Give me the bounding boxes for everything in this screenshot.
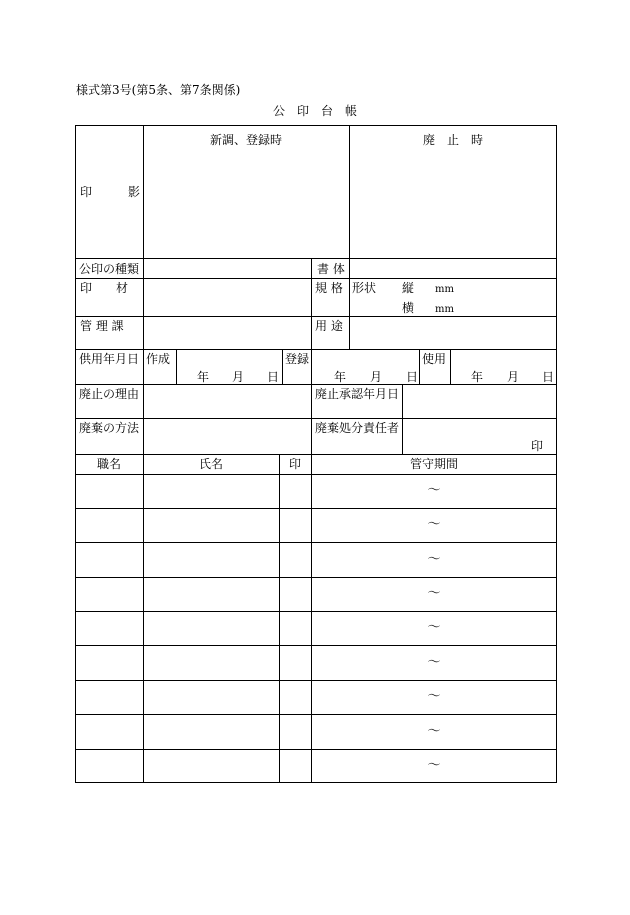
grid-line — [349, 258, 350, 349]
department-label: 管 理 課 — [80, 319, 124, 333]
length-unit: mm — [435, 284, 454, 295]
used-label: 使用 — [422, 352, 447, 366]
grid-line — [311, 258, 312, 349]
page-title: 公 印 台 帳 — [272, 104, 357, 118]
column-header-title: 職名 — [96, 457, 121, 471]
grid-line — [75, 384, 557, 385]
table-row: ～ — [427, 655, 441, 670]
spec-label: 規 格 — [315, 281, 343, 295]
grid-line — [75, 577, 557, 578]
registered-year: 年 — [334, 370, 347, 384]
grid-line — [75, 645, 557, 646]
disposal-method-label: 廃棄の方法 — [79, 421, 140, 435]
used-year: 年 — [471, 370, 484, 384]
column-header-name: 氏名 — [198, 457, 223, 471]
registered-day: 日 — [406, 370, 419, 384]
table-row: ～ — [427, 483, 441, 498]
new-registration-header: 新調、登録時 — [209, 133, 282, 147]
grid-line — [75, 611, 557, 612]
created-year: 年 — [197, 370, 210, 384]
grid-line — [75, 680, 557, 681]
grid-line — [75, 714, 557, 715]
date-in-use-label: 供用年月日 — [79, 352, 140, 366]
length-label: 縦 — [402, 281, 415, 295]
grid-line — [279, 454, 280, 783]
registered-label: 登録 — [285, 352, 310, 366]
disposal-officer-label: 廃棄処分責任者 — [315, 421, 400, 435]
table-row: ～ — [427, 586, 441, 601]
created-month: 月 — [232, 370, 245, 384]
grid-line — [75, 749, 557, 750]
table-row: ～ — [427, 724, 441, 739]
grid-line — [75, 278, 557, 279]
table-row: ～ — [427, 689, 441, 704]
used-day: 日 — [542, 370, 555, 384]
grid-line — [311, 349, 312, 454]
abolish-reason-label: 廃止の理由 — [79, 387, 140, 401]
table-row: ～ — [427, 517, 441, 532]
width-label: 横 — [402, 301, 415, 315]
grid-line — [176, 349, 177, 384]
table-row: ～ — [427, 552, 441, 567]
grid-line — [143, 125, 144, 783]
form-number: 様式第3号(第5条、第7条関係) — [76, 83, 241, 97]
used-month: 月 — [507, 370, 520, 384]
column-header-custody-period: 管守期間 — [409, 457, 458, 471]
grid-line — [75, 258, 557, 259]
impression-label: 印 影 — [80, 185, 141, 199]
table-row: ～ — [427, 620, 441, 635]
disposal-seal-mark: 印 — [531, 439, 544, 453]
grid-line — [75, 349, 557, 350]
created-day: 日 — [267, 370, 280, 384]
registered-month: 月 — [370, 370, 383, 384]
grid-line — [282, 349, 283, 384]
table-row: ～ — [427, 758, 441, 773]
grid-line — [75, 418, 557, 419]
abolish-approval-date-label: 廃止承認年月日 — [315, 387, 400, 401]
grid-line — [75, 542, 557, 543]
grid-line — [75, 454, 557, 455]
seal-type-label: 公印の種類 — [79, 262, 140, 276]
grid-line — [450, 349, 451, 384]
usage-label: 用 途 — [315, 319, 343, 333]
grid-line — [75, 508, 557, 509]
grid-line — [75, 474, 557, 475]
width-unit: mm — [435, 304, 454, 315]
column-header-seal: 印 — [288, 457, 301, 471]
grid-line — [402, 384, 403, 454]
material-label: 印 材 — [80, 281, 129, 295]
shape-label: 形状 — [352, 281, 377, 295]
typeface-label: 書 体 — [317, 262, 345, 276]
abolish-header: 廃 止 時 — [422, 133, 483, 147]
created-label: 作成 — [146, 352, 171, 366]
grid-line — [75, 316, 557, 317]
grid-line — [419, 349, 420, 384]
